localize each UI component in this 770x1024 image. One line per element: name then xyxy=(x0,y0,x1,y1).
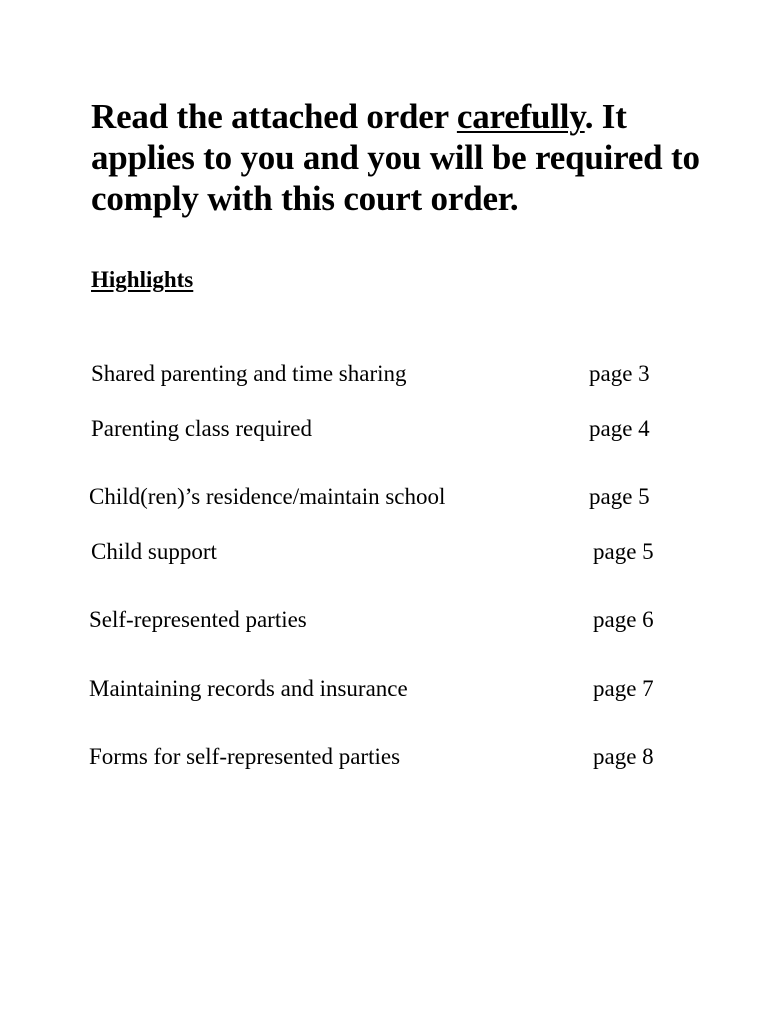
heading-text-end: . It applies to you and you will be required to comply with this court order. xyxy=(91,97,700,218)
highlight-label: Forms for self-represented parties xyxy=(89,744,401,769)
highlight-label: Child(ren)’s residence/maintain school xyxy=(89,484,446,509)
page-title xyxy=(91,96,711,219)
highlight-page-ref: page 8 xyxy=(593,744,654,769)
highlight-page-ref: page 3 xyxy=(589,361,650,386)
highlight-label: Shared parenting and time sharing xyxy=(91,361,407,386)
highlight-label: Self-represented parties xyxy=(89,607,307,632)
heading-text-start: Read the attached order xyxy=(91,97,457,136)
highlight-page-ref: page 6 xyxy=(593,607,654,632)
highlight-label: Child support xyxy=(91,539,217,564)
highlight-page-ref: page 4 xyxy=(589,416,650,441)
highlights-title: Highlights xyxy=(91,267,194,292)
highlight-label: Maintaining records and insurance xyxy=(89,676,408,701)
highlight-page-ref: page 5 xyxy=(589,484,650,509)
highlight-page-ref: page 5 xyxy=(593,539,654,564)
highlight-page-ref: page 7 xyxy=(593,676,654,701)
heading-emphasis: carefully xyxy=(456,97,585,136)
highlight-label: Parenting class required xyxy=(91,416,312,441)
